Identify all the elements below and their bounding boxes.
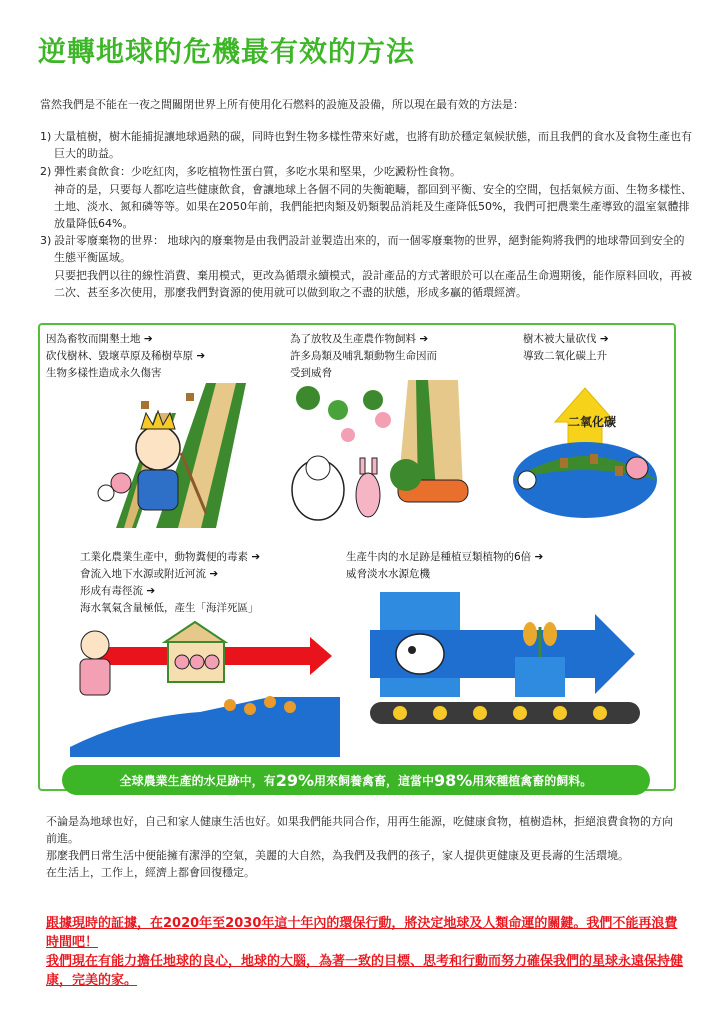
closing-line: 那麼我們日常生活中便能擁有潔淨的空氣，美麗的大自然，為我們及我們的孩子，家人提供更健康及更長壽的生活環境。 [46,849,629,862]
banner-percent: 29% [275,770,314,790]
caption-line: 生物多樣性造成永久傷害 [46,367,162,379]
page-title: 逆轉地球的危機最有效的方法 [38,35,416,68]
item-extra: 神奇的是，只要每人都吃這些健康飲食，會讓地球上各個不同的失衡範疇，都回到平衡、安全的空間，包括氣候方面、生物多樣性、土地、淡水、氮和磷等等。如果在2050年前，我們能把肉類及奶類製品消耗及生產降低50%，我們可把農業生產導致的溫室氣體排放量降低64%。 [54,183,692,230]
list-item [40,232,692,266]
farmer-land-illustration [96,383,266,533]
call-to-action-line: 跟據現時的証據，在2020年至2030年這十年內的環保行動，將決定地球及人類命運的關鍵。我們不能再浪費時間吧！ [46,916,678,950]
caption-line: 生產牛肉的水足跡是種植豆類植物的6倍 ➔ [346,551,544,563]
caption-deforestation [523,331,609,365]
call-to-action-line: 我們現在有能力擔任地球的良心，地球的大腦，為著一致的目標、思考和行動而努力確保我們的星球永遠保持健康，完美的家。 [46,954,684,988]
caption-line: 威脅淡水水源危機 [346,568,430,580]
banner-text: 用來飼養禽畜，這當中 [313,773,434,788]
item-extra: 只要把我們以往的線性消費、棄用模式，更改為循環永續模式，設計產品的方式著眼於可以在產品生命週期後，能作原料回收，再被二次、甚至多次使用，那麼我們對資源的使用就可以做到取之不盡的狀態，形成多贏的循環經濟。 [54,269,692,299]
item-text: 大量植樹，樹木能捕捉讓地球過熱的碳，同時也對生物多樣性帶來好處，也將有助於穩定氣候狀態，而且我們的食水及食物生產也有巨大的助益。 [54,130,692,160]
caption-line: 工業化農業生產中，動物糞便的毒素 ➔ [80,551,261,563]
list-item [40,163,692,180]
method-list [40,128,692,301]
item-text: 設計零廢棄物的世界： 地球內的廢棄物是由我們設計並製造出來的，而一個零廢棄物的世界，絕對能夠將我們的地球帶回到安全的生態平衡區域。 [54,234,685,264]
caption-water-footprint [346,549,543,583]
list-item [40,128,692,162]
caption-line: 樹木被大量砍伐 ➔ [523,333,609,345]
caption-line: 砍伐樹林、毀壞草原及稀樹草原 ➔ [46,350,206,362]
caption-line: 導致二氧化碳上升 [523,350,607,362]
item-number: 3) [40,234,52,247]
caption-line: 為了放牧及生產農作物飼料 ➔ [290,333,429,345]
item-text: 彈性素食飲食：少吃紅肉，多吃植物性蛋白質，多吃水果和堅果，少吃澱粉性食物。 [54,165,461,178]
banner-percent: 98% [434,770,473,790]
caption-line: 因為畜牧而開墾土地 ➔ [46,333,153,345]
call-to-action [46,914,686,990]
banner-text: 全球農業生產的水足跡中，有 [119,773,276,788]
intro-text: 當然我們是不能在一夜之間關閉世界上所有使用化石燃料的設施及設備，所以現在最有效的方法是： [40,98,524,111]
item-number: 1) [40,130,52,143]
caption-line: 會流入地下水源或附近河流 ➔ [80,568,219,580]
caption-line: 海水氧氣含量極低，產生「海洋死區」 [80,602,259,614]
runoff-dead-zone-illustration [70,617,340,757]
water-footprint-illustration [370,592,645,742]
item-number: 2) [40,165,52,178]
co2-rising-illustration [505,380,665,520]
banner-text: 用來種植禽畜的飼料。 [472,773,593,788]
co2-label: 二氧化碳 [568,415,617,429]
caption-line: 形成有毒徑流 ➔ [80,585,156,597]
caption-line: 受到威脅 [290,367,332,379]
caption-line: 許多鳥類及哺乳類動物生命因而 [290,350,437,362]
caption-grazing [290,331,437,382]
closing-line: 在生活上，工作上，經濟上都會回復穩定。 [46,866,255,879]
caption-runoff [80,549,260,617]
closing-paragraphs [46,813,682,881]
caption-land-clearing [46,331,205,382]
closing-line: 不論是為地球也好，自己和家人健康生活也好。如果我們能共同合作，用再生能源，吃健康食物，植樹造林，拒絕浪費食物的方向前進。 [46,815,673,845]
water-footprint-banner [62,765,650,795]
grazing-illustration [288,380,473,535]
